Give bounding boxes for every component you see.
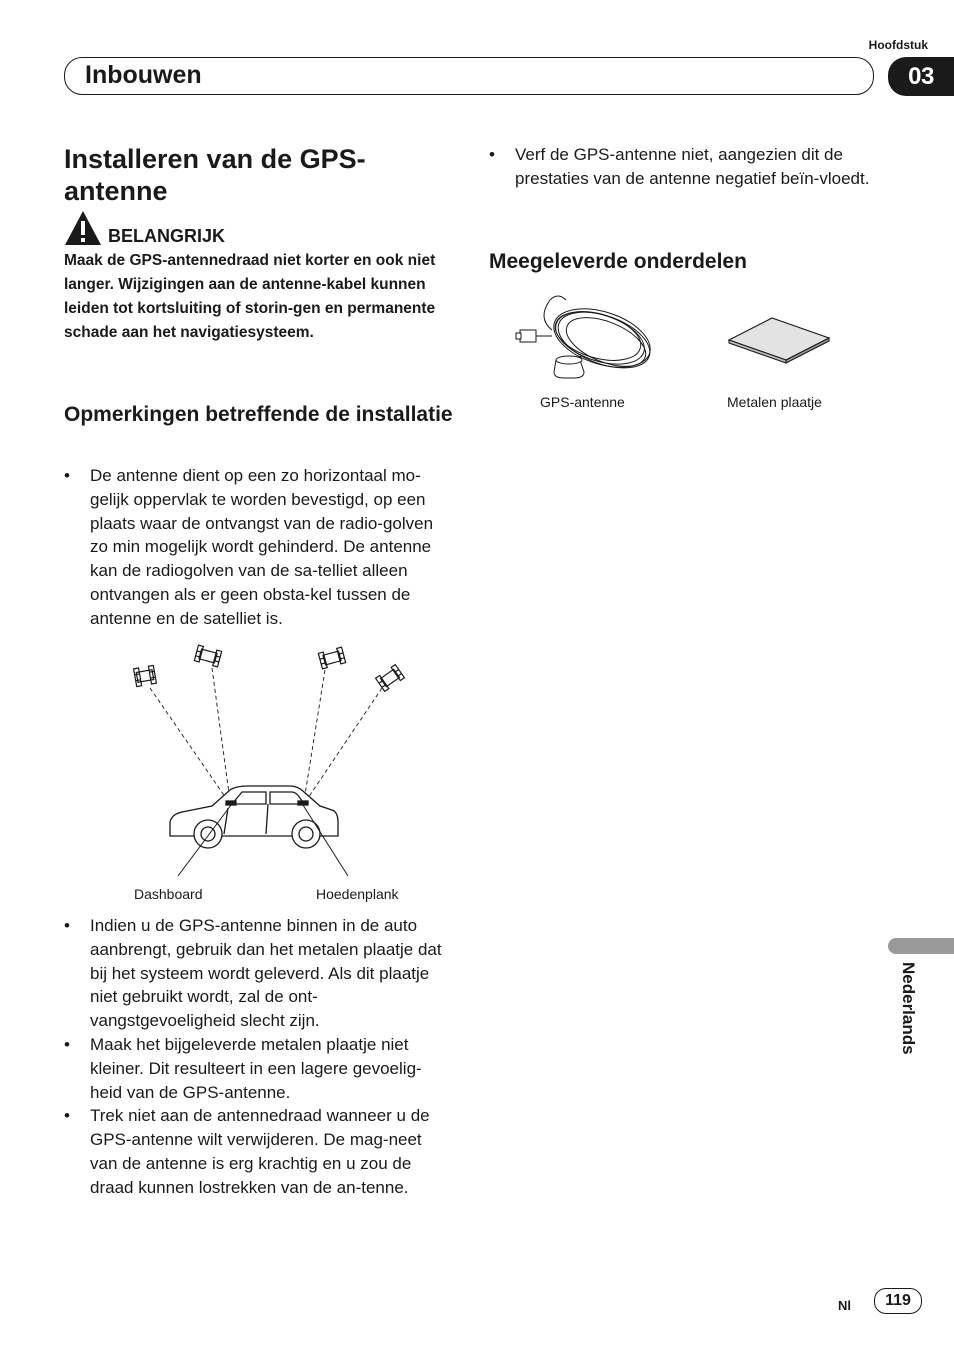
section-title: Installeren van de GPS-antenne: [64, 144, 366, 206]
notes-heading: Opmerkingen betreffende de installatie: [64, 403, 453, 426]
warning-icon: [64, 210, 102, 246]
chapter-bar: [64, 57, 874, 95]
language-tab-label: Nederlands: [899, 962, 918, 1055]
figure-label-dashboard: Dashboard: [134, 886, 203, 902]
footer-language-code: Nl: [838, 1298, 851, 1313]
chapter-title: Inbouwen: [85, 61, 202, 89]
warning-title: BELANGRIJK: [108, 226, 226, 246]
notes-list-after: [64, 914, 452, 1200]
list-item: • Verf de GPS-antenne niet, aangezien dit de prestaties van de antenne negatief beïn-vloedt.: [489, 143, 877, 191]
list-item: • Indien u de GPS-antenne binnen in de auto aanbrengt, gebruik dan het metalen plaatje dat bij het systeem wordt geleverd. Als dit plaatje niet gebruikt wordt, zal de ont-vangstgevoeligheid slecht zijn.: [64, 914, 452, 1033]
car-illustration: [170, 786, 338, 848]
satellite-icon: [318, 647, 345, 669]
chapter-label: Hoofdstuk: [868, 38, 928, 52]
list-item: • De antenne dient op een zo horizontaal mo-gelijk oppervlak te worden bevestigd, op een plaats waar de ontvangst van de radio-golven zo min mogelijk wordt gehinderd. De antenne kan de radiogolven van de sa-telliet alleen ontvangen als er geen obsta-kel tussen de antenne en de satelliet is.: [64, 464, 452, 631]
list-item: • Trek niet aan de antennedraad wanneer u de GPS-antenne wilt verwijderen. De mag-neet van de antenne is erg krachtig en u zou de draad kunnen lostrekken van de an-tenne.: [64, 1104, 452, 1199]
metal-plate-illustration: [724, 314, 834, 364]
page-number: 119: [874, 1288, 922, 1314]
right-list: [489, 143, 877, 191]
part-label-metal-plate: Metalen plaatje: [727, 394, 822, 410]
notes-list-before: [64, 464, 452, 631]
part-label-gps-antenna: GPS-antenne: [540, 394, 625, 410]
chapter-number: 03: [888, 57, 954, 96]
satellite-icon: [134, 665, 157, 686]
parts-heading: Meegeleverde onderdelen: [489, 250, 747, 273]
satellite-icon: [194, 645, 221, 667]
installation-figure: [120, 636, 440, 886]
figure-label-rear-shelf: Hoedenplank: [316, 886, 399, 902]
gps-antenna-illustration: [512, 288, 662, 388]
list-item: • Maak het bijgeleverde metalen plaatje niet kleiner. Dit resulteert in een lagere gevoelig-heid van de GPS-antenne.: [64, 1033, 452, 1104]
warning-text: Maak de GPS-antennedraad niet korter en ook niet langer. Wijzigingen aan de antenne-kabel kunnen leiden tot kortsluiting of storin-gen en permanente schade aan het navigatiesysteem.: [64, 252, 436, 341]
language-tab: [888, 938, 954, 954]
satellite-icon: [376, 665, 405, 692]
